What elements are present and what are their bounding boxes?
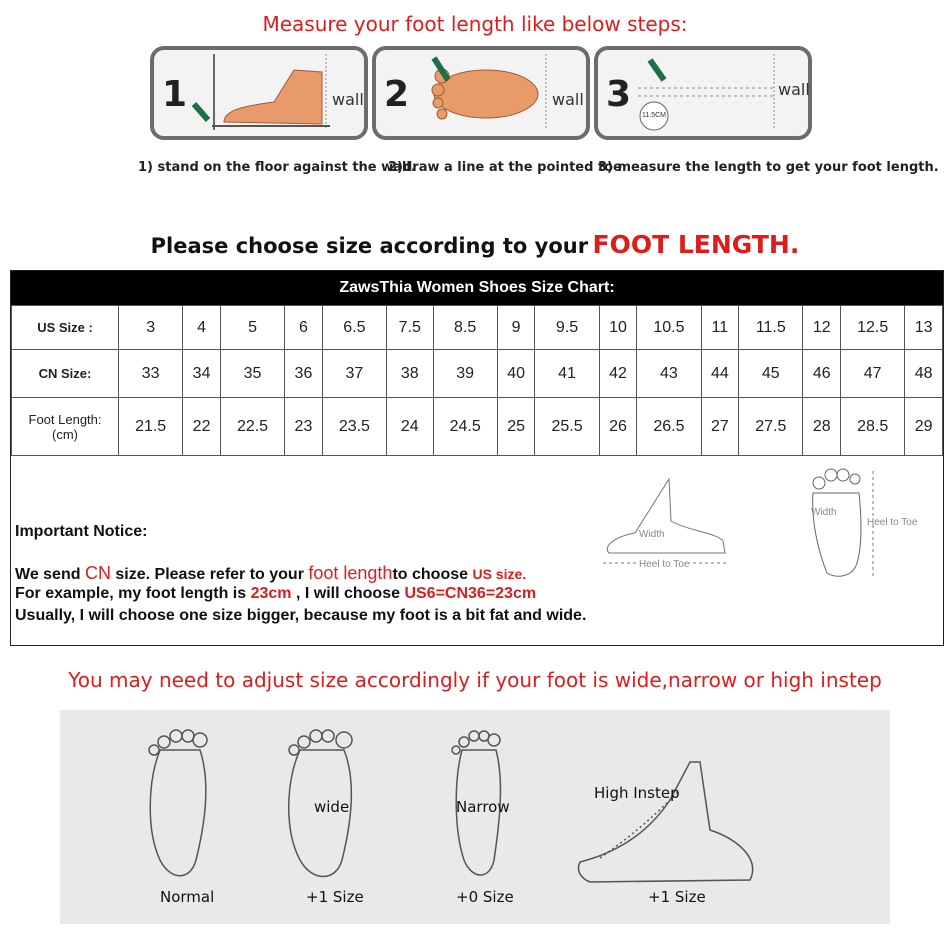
table-cell: 21.5 [119, 398, 183, 456]
ruler-label: 11.5CM [642, 112, 666, 119]
table-cell: 9.5 [535, 306, 599, 350]
table-cell: 10 [599, 306, 637, 350]
ruler-illustration [598, 50, 808, 136]
notice-line-2 [15, 585, 536, 603]
table-cell: 13 [905, 306, 943, 350]
choose-highlight: FOOT LENGTH. [592, 230, 800, 259]
table-cell: 28 [803, 398, 841, 456]
table-cell: 44 [701, 350, 739, 398]
narrow-size-label: +0 Size [456, 888, 514, 906]
table-cell: 24.5 [433, 398, 497, 456]
notice-heading: Important Notice: [15, 523, 148, 540]
table-cell: 23 [285, 398, 323, 456]
table-cell: 34 [183, 350, 221, 398]
step-1-caption: 1) stand on the floor against the wall. [138, 160, 416, 175]
table-cell: 23.5 [322, 398, 386, 456]
notice-text: We send [15, 566, 85, 583]
size-table [11, 305, 943, 456]
row-label: CN Size: [12, 350, 119, 398]
table-cell: 3 [119, 306, 183, 350]
notice-highlight: US6=CN36=23cm [404, 585, 537, 602]
chart-title: ZawsThia Women Shoes Size Chart: [11, 271, 943, 305]
table-cell: 12.5 [841, 306, 905, 350]
normal-label: Normal [160, 888, 215, 906]
notice-line-3: Usually, I will choose one size bigger, because my foot is a bit fat and wide. [15, 607, 587, 624]
notice-highlight: 23cm [250, 585, 292, 602]
notice-highlight: CN [84, 563, 111, 583]
row-label-main: Foot Length: [28, 411, 102, 427]
table-cell: 43 [637, 350, 701, 398]
notice-highlight: US size. [472, 566, 527, 582]
notice-text: size. Please refer to your [110, 566, 309, 583]
table-cell: 46 [803, 350, 841, 398]
table-cell: 38 [387, 350, 434, 398]
step-number: 1 [162, 74, 188, 115]
width-label: Width [639, 529, 665, 540]
table-cell: 9 [497, 306, 535, 350]
table-cell: 7.5 [387, 306, 434, 350]
table-cell: 25.5 [535, 398, 599, 456]
table-cell: 29 [905, 398, 943, 456]
table-cell: 8.5 [433, 306, 497, 350]
table-cell: 40 [497, 350, 535, 398]
table-cell: 10.5 [637, 306, 701, 350]
table-cell: 42 [599, 350, 637, 398]
table-cell: 27 [701, 398, 739, 456]
table-cell: 6.5 [322, 306, 386, 350]
table-row-us [12, 306, 943, 350]
step-2-panel [372, 46, 590, 140]
step-number: 2 [384, 74, 410, 115]
table-cell: 11.5 [739, 306, 803, 350]
width-label-2: Width [811, 507, 837, 518]
row-label [12, 398, 119, 456]
table-cell: 6 [285, 306, 323, 350]
table-cell: 39 [433, 350, 497, 398]
table-cell: 22 [183, 398, 221, 456]
table-cell: 41 [535, 350, 599, 398]
table-row-foot-length [12, 398, 943, 456]
step-3-caption: 3) measure the length to get your foot length. [598, 160, 939, 175]
instep-size-label: +1 Size [648, 888, 706, 906]
table-cell: 48 [905, 350, 943, 398]
wide-label: wide [314, 798, 350, 816]
table-cell: 5 [220, 306, 284, 350]
wide-size-label: +1 Size [306, 888, 364, 906]
table-cell: 27.5 [739, 398, 803, 456]
row-label: US Size : [12, 306, 119, 350]
notice-text: to choose [392, 566, 473, 583]
step-1-panel [150, 46, 368, 140]
notice-text: For example, my foot length is [15, 585, 251, 602]
step-3-panel [594, 46, 812, 140]
notice-highlight: foot length [308, 563, 393, 583]
notice-line-1 [15, 563, 526, 584]
table-cell: 24 [387, 398, 434, 456]
notice-text: , I will choose [291, 585, 405, 602]
wall-label: wall [778, 80, 810, 99]
row-label-unit: (cm) [52, 426, 78, 442]
wall-label: wall [552, 90, 584, 109]
table-cell: 4 [183, 306, 221, 350]
foot-type-panel [60, 710, 890, 924]
table-cell: 22.5 [220, 398, 284, 456]
high-instep-label: High Instep [594, 784, 680, 802]
table-cell: 33 [119, 350, 183, 398]
table-cell: 36 [285, 350, 323, 398]
table-cell: 26.5 [637, 398, 701, 456]
choose-prefix: Please choose size according to your [150, 234, 589, 258]
choose-instruction [0, 230, 950, 259]
heel-to-toe-label: Heel to Toe [639, 559, 690, 570]
table-cell: 37 [322, 350, 386, 398]
table-cell: 26 [599, 398, 637, 456]
step-number: 3 [606, 74, 632, 115]
adjust-title: You may need to adjust size accordingly if your foot is wide,narrow or high instep [68, 668, 882, 692]
wall-label: wall [332, 90, 364, 109]
table-cell: 25 [497, 398, 535, 456]
page-title: Measure your foot length like below steps: [262, 12, 688, 36]
table-cell: 45 [739, 350, 803, 398]
narrow-label: Narrow [456, 798, 510, 816]
table-cell: 12 [803, 306, 841, 350]
table-cell: 47 [841, 350, 905, 398]
table-cell: 35 [220, 350, 284, 398]
step-2-caption: 2)draw a line at the pointed toe [388, 160, 622, 175]
table-row-cn [12, 350, 943, 398]
heel-to-toe-label-2: Heel to Toe [867, 517, 918, 528]
table-cell: 11 [701, 306, 739, 350]
size-chart [10, 270, 944, 646]
table-cell: 28.5 [841, 398, 905, 456]
